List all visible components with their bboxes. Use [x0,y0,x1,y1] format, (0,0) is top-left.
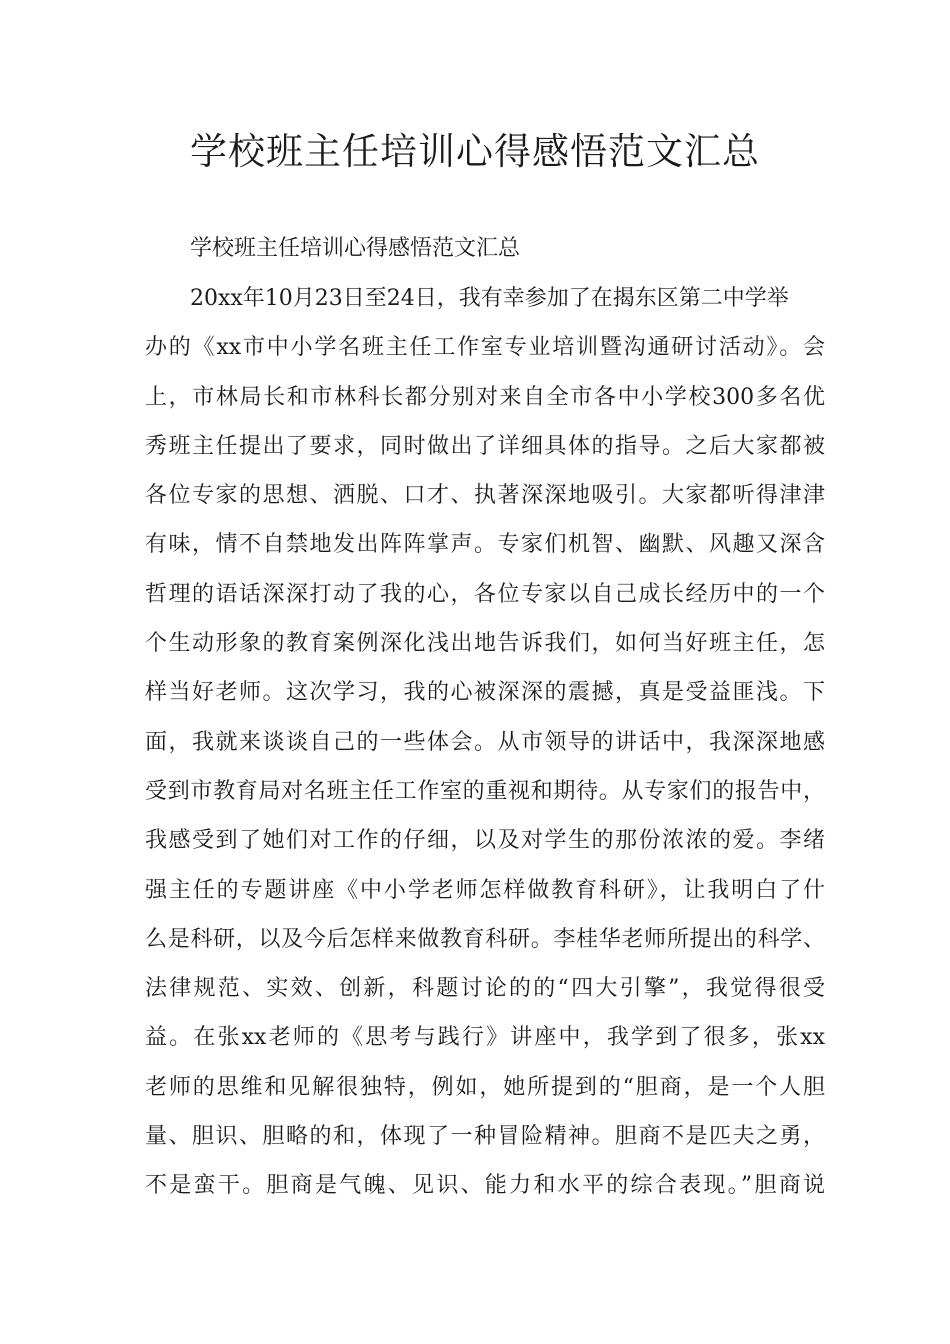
body-line: 老师的思维和见解很独特，例如，她所提到的“胆商，是一个人胆 [145,1074,825,1100]
body-line: 上，市林局长和市林科长都分别对来自全市各中小学校300多名优 [145,384,825,410]
body-line: 受到市教育局对名班主任工作室的重视和期待。从专家们的报告中， [145,778,825,804]
body-line: 个生动形象的教育案例深化浅出地告诉我们，如何当好班主任，怎 [145,631,825,657]
body-line: 20xx年10月23日至24日，我有幸参加了在揭东区第二中学举 [190,286,789,311]
document-body [145,283,825,1220]
body-line: 量、胆识、胆略的和，体现了一种冒险精神。胆商不是匹夫之勇， [145,1124,825,1150]
body-line: 各位专家的思想、洒脱、口才、执著深深地吸引。大家都听得津津 [145,483,825,509]
body-line: 强主任的专题讲座《中小学老师怎样做教育科研》，让我明白了什 [145,877,825,903]
body-line: 我感受到了她们对工作的仔细，以及对学生的那份浓浓的爱。李绪 [145,828,825,854]
document-title: 学校班主任培训心得感悟范文汇总 [190,130,760,173]
document-subtitle: 学校班主任培训心得感悟范文汇总 [190,236,521,261]
body-line: 不是蛮干。胆商是气魄、见识、能力和水平的综合表现。”胆商说 [145,1173,825,1199]
body-line: 面，我就来谈谈自己的一些体会。从市领导的讲话中，我深深地感 [145,729,825,755]
body-line: 有味，情不自禁地发出阵阵掌声。专家们机智、幽默、风趣又深含 [145,532,825,558]
body-line: 么是科研，以及今后怎样来做教育科研。李桂华老师所提出的科学、 [145,926,825,952]
body-line: 益。在张xx老师的《思考与践行》讲座中，我学到了很多，张xx [145,1025,825,1051]
body-line: 秀班主任提出了要求，同时做出了详细具体的指导。之后大家都被 [145,433,825,459]
body-line: 办的《xx市中小学名班主任工作室专业培训暨沟通研讨活动》。会 [145,335,825,361]
body-line: 法律规范、实效、创新，科题讨论的的“四大引擎”，我觉得很受 [145,976,825,1002]
body-line: 样当好老师。这次学习，我的心被深深的震撼，真是受益匪浅。下 [145,680,825,706]
body-line: 哲理的语话深深打动了我的心，各位专家以自己成长经历中的一个 [145,581,825,607]
